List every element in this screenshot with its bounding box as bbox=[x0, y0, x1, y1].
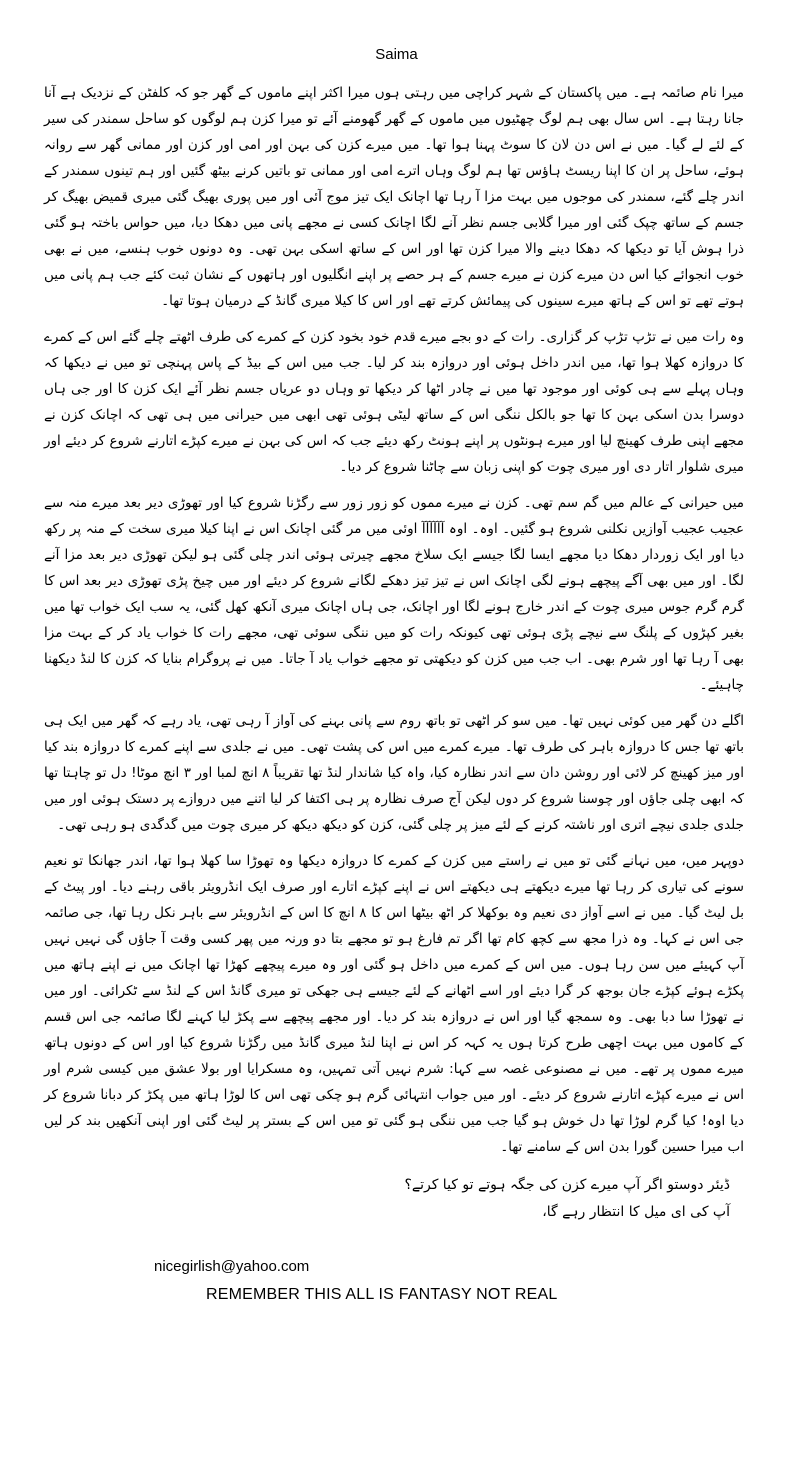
story-paragraph-1: میرا نام صائمہ ہے۔ میں پاکستان کے شہر کراچی میں رہتی ہوں میرا اکثر اپنے ماموں کے گھر جو کہ کلفٹن کے نزدیک ہے آنا جانا رہتا ہے۔ اس سال بھی ہم لوگ چھٹیوں میں ماموں کے گھر گھومنے آئے تو میرا کزن ہم لوگوں کو ساحل سمندر کی سیر کے لئے لے گیا۔ میں نے اس دن لان کا سوٹ پہنا ہوا تھا۔ میں میرے کزن کی بہن اور امی اور کزن اور ممانی گھر سے روانہ ہوئے، ساحل پر ان کا اپنا ریسٹ ہاؤس تھا ہم لوگ وہاں اترے امی اور ممانی تو باتیں کرنے بیٹھ گئیں اور ہم تینوں سمندر کے اندر چلے گئے، سمندر کی موجوں میں بہت مزا آ رہا تھا اچانک ایک تیز موج آئی اور میں پوری بھیگ گئی میری قمیض بھیگ کر جسم کے ساتھ چپک گئی اور میرا گلابی جسم نظر آنے لگا اچانک کسی نے مجھے پانی میں دھکا دیا، میں حواس باختہ ہو گئی ذرا ہوش آیا تو دیکھا کہ دھکا دینے والا میرا کزن تھا اور اس کے ساتھ اسکی بہن تھی۔ وہ دونوں خوب ہنسے، میں نے بھی خوب انجوائے کیا اس دن میرے کزن نے میرے جسم کے ہر حصے پر اپنے انگلیوں اور ہاتھوں کے نشان ثبت کئے جب ہم پانی میں ہوتے تھے تو اس کے ہاتھ میرے سینوں کی پیمائش کرتے تھے اور اس کا کیلا میری گانڈ کے درمیان ہوتا تھا۔ bbox=[44, 85, 744, 309]
document-title: Saima bbox=[375, 46, 418, 63]
disclaimer-text: REMEMBER THIS ALL IS FANTASY NOT REAL bbox=[206, 1286, 558, 1303]
closing-block bbox=[210, 1172, 730, 1226]
story-paragraph-4: اگلے دن گھر میں کوئی نہیں تھا۔ میں سو کر اٹھی تو باتھ روم سے پانی بہنے کی آواز آ رہی تھی، یاد رہے کہ گھر میں ایک ہی باتھ تھا جس کا دروازہ باہر کی طرف تھا۔ میرے کمرے میں اس کی پشت تھی۔ میں نے جلدی سے اپنے کمرے کا دروازہ بند کیا اور میز کھینچ کر لائی اور روشن دان سے اندر نظارہ کیا، واہ کیا شاندار لنڈ تھا تقریباً ۸ انچ لمبا اور ۳ انچ موٹا! دل تو چاہتا تھا کہ ابھی چلی جاؤں اور چوسنا شروع کر دوں لیکن آج صرف نظارہ پر ہی اکتفا کر لیا اتنے میں دروازے پر دستک ہوئی اور میں جلدی جلدی نیچے اتری اور ناشتہ کرنے کے لئے میز پر چلی گئی، کزن کو دیکھ دیکھ کر میری چوت میں گدگدی ہو رہی تھی۔ bbox=[44, 713, 744, 833]
story-paragraph-5: دوپہر میں، میں نہانے گئی تو میں نے راستے میں کزن کے کمرے کا دروازہ دیکھا وہ تھوڑا سا کھلا ہوا تھا، اندر جھانکا تو نعیم سونے کی تیاری کر رہا تھا میرے دیکھتے ہی دیکھتے اس نے اپنے کپڑے اتارے اور صرف ایک انڈرویئر باقی رہنے دیا۔ اور پیٹ کے بل لیٹ گیا۔ میں نے اسے آواز دی نعیم وہ بوکھلا کر اٹھ بیٹھا اس کا ۸ انچ کا اس کے انڈرویئر سے باہر نکل رہا تھا، جی صائمہ جی اس نے کہا۔ وہ ذرا مجھ سے کچھ کام تھا اگر تم فارغ ہو تو مجھے بتا دو ورنہ میں پھر کسی وقت آ جاؤں گی نہیں نہیں آپ کہیئے میں سن رہا ہوں۔ میں اس کے کمرے میں داخل ہو گئی اور وہ میرے پیچھے کھڑا تھا اچانک میں نے اپنے ہاتھ میں پکڑے ہوئے کپڑے جان بوجھ کر گرا دیئے اور اسے اٹھانے کے لئے جیسے ہی جھکی تو میری گانڈ اس کے لنڈ سے ٹکرائی۔ اور میں نے تھوڑا سا دبا بھی۔ وہ سمجھ گیا اور اس نے دروازہ بند کر دیا۔ اور مجھے پیچھے سے پکڑ لیا کہنے لگا صائمہ جی اس قسم کے کاموں میں بہت اچھی طرح کرتا ہوں یہ کہہ کر اس نے اپنا لنڈ میری گانڈ میں رگڑنا شروع کیا اور اس کے دونوں ہاتھ میرے مموں پر تھے۔ میں نے مصنوعی غصہ سے کہا: شرم نہیں آتی تمہیں، وہ مسکرایا اور بولا عشق میں کیسی شرم اور اس نے میرے کپڑے اتارنے شروع کر دیئے۔ اور میں جواب انتہائی گرم ہو چکی تھی اس کا لوڑا ہاتھ میں پکڑ کر دبانا شروع کر دیا اوہ! کیا گرم لوڑا تھا دل خوش ہو گیا جب میں ننگی ہو گئی تو میں اس کے بستر پر لیٹ گئی اور اپنی آنکھیں بند کر لیں اب میرا حسین گورا بدن اس کے سامنے تھا۔ bbox=[44, 853, 744, 1155]
story-body bbox=[44, 80, 744, 1160]
contact-email: nicegirlish@yahoo.com bbox=[154, 1258, 310, 1275]
story-paragraph-2: وہ رات میں نے تڑپ تڑپ کر گزاری۔ رات کے دو بجے میرے قدم خود بخود کزن کے کمرے کی طرف اٹھتے چلے گئے اس کے کمرے کا دروازہ کھلا ہوا تھا، میں اندر داخل ہوئی اور دروازہ بند کر لیا۔ جب میں اس کے بیڈ کے پاس پہنچی تو میں نے دیکھا کہ وہاں پہلے سے ہی کوئی اور موجود تھا میں نے چادر اٹھا کر دیکھا تو وہاں دو عریاں جسم نظر آئے ایک کزن کا اور جی ہاں دوسرا بدن اسکی بہن کا تھا جو بالکل ننگی اس کے ساتھ لیٹی ہوئی تھی ابھی میں حیرانی میں ہی تھی کہ اچانک کزن نے مجھے اپنی طرف کھینچ لیا اور میرے ہونٹوں پر اپنے ہونٹ رکھ دیئے جب کہ اس کی بہن نے میرے کپڑے اتارنے شروع کر دیئے اور میری شلوار اتار دی اور میری چوت کو اپنی زبان سے چاٹنا شروع کر دیا۔ bbox=[44, 329, 744, 475]
story-paragraph-3: میں حیرانی کے عالم میں گم سم تھی۔ کزن نے میرے مموں کو زور زور سے رگڑنا شروع کیا اور تھوڑی دیر بعد میرے منہ سے عجیب عجیب آوازیں نکلنی شروع ہو گئیں۔ اوہ۔ اوہ آآآآآآ اوئی میں مر گئی اچانک اس نے اپنا کیلا میری سخت کے منہ پر رکھ دیا اور ایک زوردار دھکا دیا مجھے ایسا لگا جیسے ایک سلاخ مجھے چیرتی ہوئی اندر چلی گئی ہو لیکن تھوڑی دیر بعد مزا آنے لگا۔ اور میں بھی آگے پیچھے ہونے لگی اچانک اس نے تیز تیز دھکے لگانے شروع کر دیئے اور میں چیخ پڑی تھوڑی دیر بعد اس کا گرم گرم جوس میری چوت کے اندر خارج ہونے لگا اور اچانک، جی ہاں اچانک میری آنکھ کھل گئی، یہ سب ایک خواب تھا میں بغیر کپڑوں کے پلنگ سے نیچے پڑی ہوئی تھی کیونکہ رات کو میں ننگی سوئی تھی، مجھے رات کا خواب یاد کر کے بہت مزا بھی آ رہا تھا اور شرم بھی۔ اب جب میں کزن کو دیکھتی تو مجھے خواب یاد آ جاتا۔ میں نے پروگرام بنایا کہ کزن کا لنڈ دیکھنا چاہیئے۔ bbox=[44, 495, 744, 693]
closing-question: ڈیئر دوستو اگر آپ میرے کزن کی جگہ ہوتے تو کیا کرتے؟ bbox=[404, 1177, 730, 1193]
closing-note: آپ کی ای میل کا انتظار رہے گا، bbox=[542, 1204, 730, 1220]
